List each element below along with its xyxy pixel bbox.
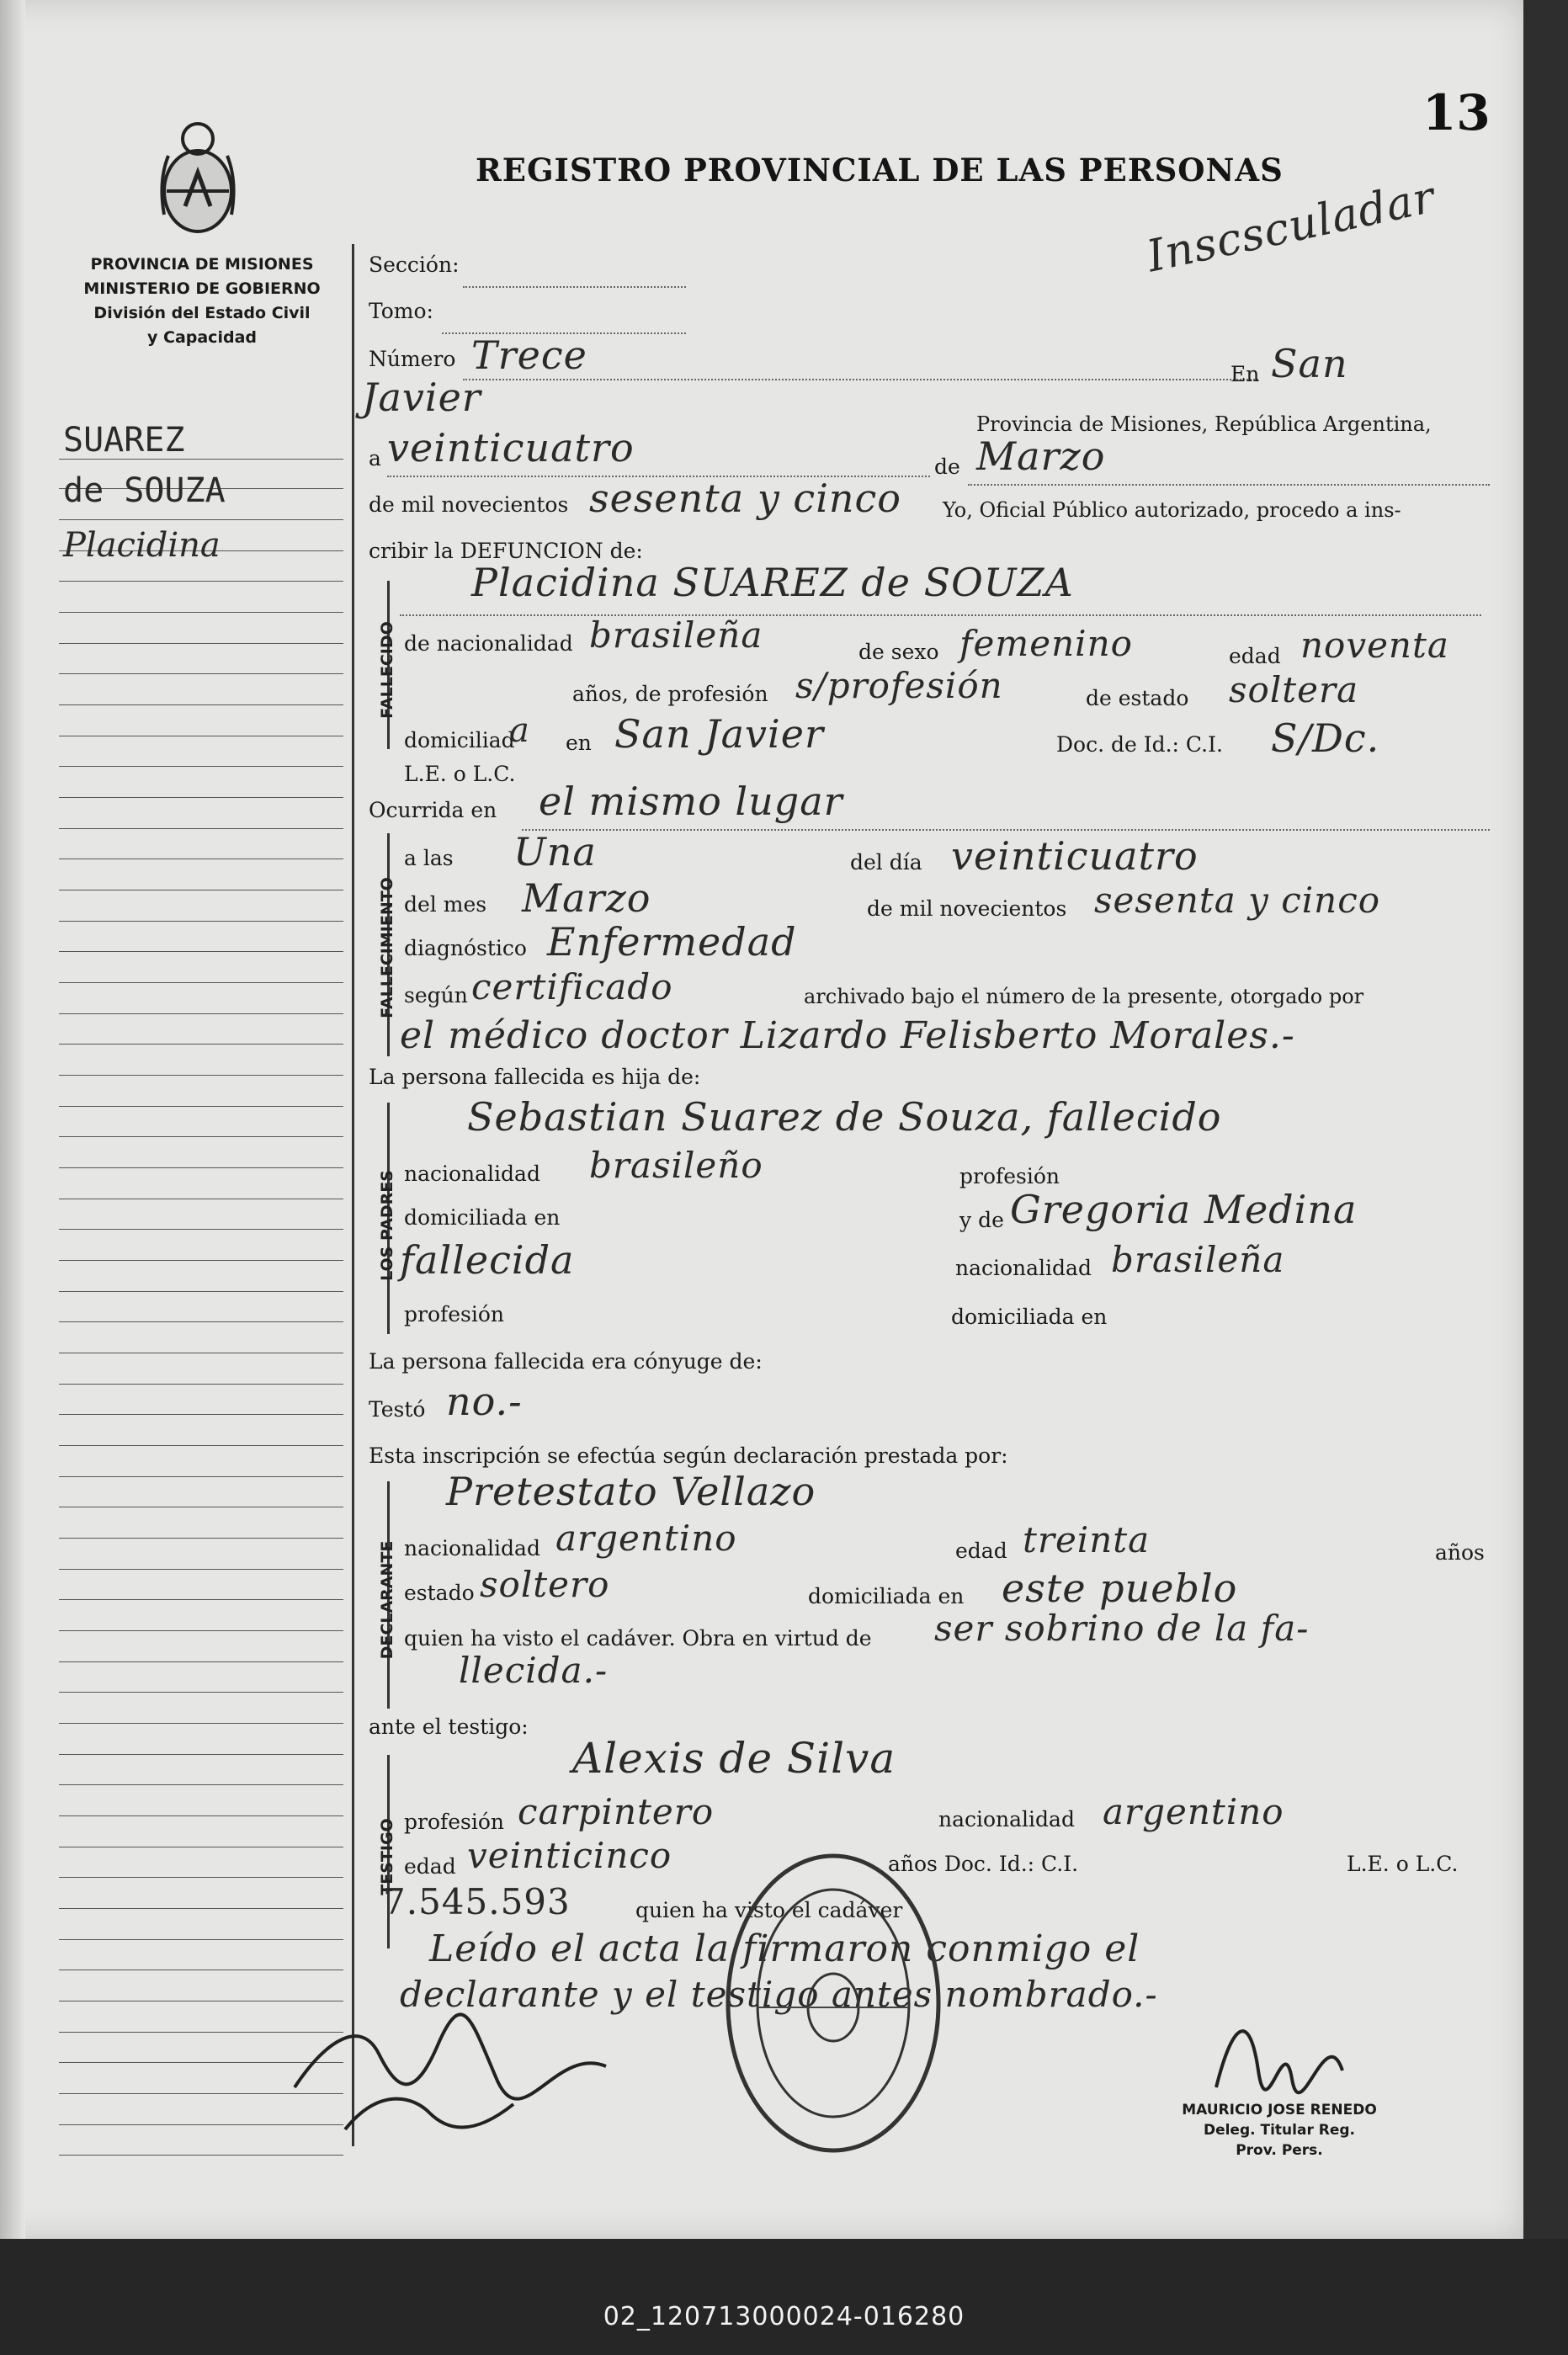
label-p-profesion: profesión xyxy=(959,1164,1060,1188)
label-conyuge: La persona fallecida era cónyuge de: xyxy=(369,1349,763,1374)
value-ci: S/Dc. xyxy=(1271,715,1380,761)
label-numero: Número xyxy=(369,347,456,371)
value-hora: Una xyxy=(513,829,597,874)
label-y-de: y de xyxy=(959,1208,1004,1232)
margin-given-name: Placidina xyxy=(63,526,221,565)
label-t-quien: quien ha visto el cadáver xyxy=(635,1898,903,1922)
label-del-dia: del día xyxy=(850,850,922,874)
margin-maternal: de SOUZA xyxy=(63,471,226,510)
value-estado: soltera xyxy=(1229,669,1359,710)
label-inscripcion: Esta inscripción se efectúa según declaración prestada por: xyxy=(369,1443,1008,1468)
label-cadaver: quien ha visto el cadáver. Obra en virtud de xyxy=(404,1626,872,1651)
main-column-rule xyxy=(352,244,354,2146)
scan-footer-bar xyxy=(0,2239,1568,2355)
value-padre-nacionalidad: brasileño xyxy=(589,1145,763,1186)
section-declarante: DECLARANTE xyxy=(378,1540,396,1660)
label-provincia: Provincia de Misiones, República Argentina, xyxy=(976,412,1432,436)
label-testo: Testó xyxy=(369,1397,426,1422)
label-le-lc: L.E. o L.C. xyxy=(404,762,516,786)
value-mes-fall: Marzo xyxy=(522,875,651,921)
label-de-mil-fall: de mil novecientos xyxy=(867,896,1067,921)
official-seal-icon xyxy=(720,1847,947,2159)
value-t-nacionalidad: argentino xyxy=(1103,1791,1284,1832)
label-p-domiciliada2: domiciliada en xyxy=(951,1305,1108,1329)
label-t-edad: edad xyxy=(404,1854,456,1879)
label-ante: ante el testigo: xyxy=(369,1714,529,1739)
label-tomo: Tomo: xyxy=(369,299,433,323)
label-diagnostico: diagnóstico xyxy=(404,936,527,960)
value-d-virtud2: llecida.- xyxy=(459,1650,609,1691)
value-medico: el médico doctor Lizardo Felisberto Morales.- xyxy=(400,1014,1295,1057)
label-inscribir: cribir la DEFUNCION de: xyxy=(369,539,643,563)
value-d-edad: treinta xyxy=(1023,1519,1151,1560)
label-domiciliad: domiciliad xyxy=(404,728,515,752)
value-diagnostico: Enfermedad xyxy=(547,919,797,965)
label-d-edad: edad xyxy=(955,1539,1007,1563)
page-title: REGISTRO PROVINCIAL DE LAS PERSONAS xyxy=(476,152,1284,189)
value-numero: Trece xyxy=(471,332,587,378)
agency-division: División del Estado Civil xyxy=(93,304,311,322)
label-p-profesion2: profesión xyxy=(404,1302,505,1326)
value-d-estado: soltero xyxy=(480,1564,610,1605)
value-nacionalidad: brasileña xyxy=(589,614,763,656)
official-role: Deleg. Titular Reg. xyxy=(1203,2122,1356,2139)
label-del-mes: del mes xyxy=(404,892,487,917)
value-mes: Marzo xyxy=(976,433,1106,479)
label-estado: de estado xyxy=(1086,686,1189,710)
label-p-domiciliada: domiciliada en xyxy=(404,1205,561,1230)
agency-province: PROVINCIA DE MISIONES xyxy=(90,255,314,274)
label-p-nacionalidad: nacionalidad xyxy=(404,1162,540,1186)
page-number: 13 xyxy=(1422,84,1491,141)
binding-shadow xyxy=(0,0,25,2239)
section-fallecimiento: FALLECIMIENTO xyxy=(378,877,396,1018)
label-archivado: archivado bajo el número de la presente, otorgado por xyxy=(804,985,1364,1008)
margin-surname: SUAREZ xyxy=(63,421,185,460)
label-de: de xyxy=(934,455,960,479)
value-cierre-2: declarante y el testigo antes nombrado.- xyxy=(400,1974,1158,2015)
label-a: a xyxy=(369,446,381,470)
scan-footer-code: 02_120713000024-016280 xyxy=(603,2302,965,2331)
section-fallecido: FALLECIDO xyxy=(378,621,396,719)
label-a-las: a las xyxy=(404,846,454,870)
label-edad: edad xyxy=(1229,644,1281,668)
value-lugar: Javier xyxy=(362,375,481,420)
label-en-dom: en xyxy=(566,731,592,755)
value-edad: noventa xyxy=(1300,625,1449,666)
label-nacionalidad: de nacionalidad xyxy=(404,631,573,656)
section-padres: LOS PADRES xyxy=(378,1170,396,1281)
value-t-profesion: carpintero xyxy=(518,1791,715,1832)
value-domicilio: San Javier xyxy=(614,711,824,757)
label-t-le-lc: L.E. o L.C. xyxy=(1347,1852,1459,1876)
value-t-ci: 7.545.593 xyxy=(383,1881,571,1922)
coat-of-arms-icon xyxy=(151,114,244,240)
value-fallecido-nombre: Placidina SUAREZ de SOUZA xyxy=(471,560,1074,605)
signature-declarante-icon xyxy=(278,1986,631,2155)
label-t-profesion: profesión xyxy=(404,1810,505,1834)
agency-capacity: y Capacidad xyxy=(147,328,257,347)
value-sexo: femenino xyxy=(959,623,1133,664)
label-seccion: Sección: xyxy=(369,253,460,277)
value-cierre-1: Leído el acta la firmaron conmigo el xyxy=(429,1927,1140,1970)
value-padre: Sebastian Suarez de Souza, fallecido xyxy=(467,1094,1222,1140)
label-d-estado: estado xyxy=(404,1581,475,1605)
value-declarante: Pretestato Vellazo xyxy=(446,1469,816,1514)
label-segun: según xyxy=(404,983,468,1007)
agency-ministry: MINISTERIO DE GOBIERNO xyxy=(83,279,321,298)
label-d-anios: años xyxy=(1435,1540,1485,1565)
value-d-nacionalidad: argentino xyxy=(555,1518,737,1559)
official-block xyxy=(1145,2100,1414,2161)
value-madre: Gregoria Medina xyxy=(1010,1187,1358,1232)
value-madre-estado: fallecida xyxy=(400,1237,575,1283)
official-name: MAURICIO JOSE RENEDO xyxy=(1182,2102,1377,2118)
value-en: San xyxy=(1271,341,1348,386)
label-docid: Doc. de Id.: C.I. xyxy=(1056,732,1223,757)
label-ocurrida: Ocurrida en xyxy=(369,798,497,822)
label-p-nacionalidad2: nacionalidad xyxy=(955,1256,1092,1280)
value-domicilio-a: a xyxy=(509,711,530,750)
book-edge xyxy=(1523,0,1568,2239)
official-office: Prov. Pers. xyxy=(1236,2142,1323,2159)
value-d-domicilio: este pueblo xyxy=(1002,1566,1238,1611)
label-yo: Yo, Oficial Público autorizado, procedo a ins- xyxy=(943,498,1401,522)
value-segun: certificado xyxy=(471,966,673,1007)
label-hija: La persona fallecida es hija de: xyxy=(369,1065,701,1089)
value-madre-nacionalidad: brasileña xyxy=(1111,1239,1285,1280)
value-testo: no.- xyxy=(446,1379,523,1424)
label-t-anios-ci: años Doc. Id.: C.I. xyxy=(888,1852,1079,1876)
label-d-domiciliada: domiciliada en xyxy=(808,1584,965,1608)
label-en: En xyxy=(1230,362,1260,386)
value-dia-fall: veinticuatro xyxy=(951,833,1199,879)
label-de-mil: de mil novecientos xyxy=(369,492,569,517)
value-anio-fall: sesenta y cinco xyxy=(1094,880,1381,921)
value-testigo: Alexis de Silva xyxy=(572,1734,896,1783)
value-ocurrida: el mismo lugar xyxy=(539,779,843,824)
label-anios-profesion: años, de profesión xyxy=(572,682,768,706)
label-t-nacionalidad: nacionalidad xyxy=(938,1807,1075,1831)
value-anio: sesenta y cinco xyxy=(589,476,901,521)
value-d-virtud: ser sobrino de la fa- xyxy=(934,1608,1310,1649)
agency-block xyxy=(50,253,353,350)
value-t-edad: veinticinco xyxy=(467,1835,672,1876)
value-dia: veinticuatro xyxy=(387,425,635,470)
value-profesion: s/profesión xyxy=(795,665,1003,706)
label-sexo: de sexo xyxy=(858,640,939,664)
inscribed-stamp-note: Inscsculadar xyxy=(1142,172,1440,283)
label-d-nacionalidad: nacionalidad xyxy=(404,1536,540,1560)
section-testigo: TESTIGO xyxy=(378,1818,396,1895)
